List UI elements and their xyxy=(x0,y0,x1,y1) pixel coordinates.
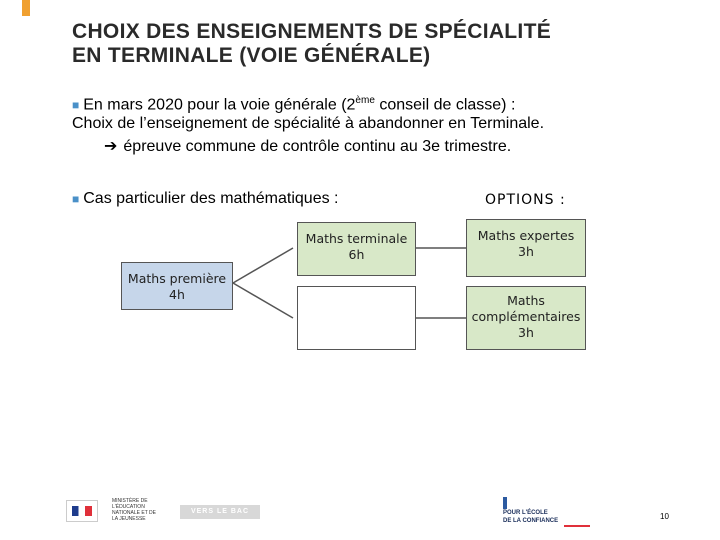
box-maths-complementaires xyxy=(466,286,586,350)
maths-section-text: Cas particulier des mathématiques : xyxy=(83,190,339,207)
ecole-line-2: DE LA CONFIANCE xyxy=(503,518,559,524)
options-label: OPTIONS : xyxy=(485,192,566,208)
box-maths-premiere xyxy=(121,262,233,310)
arrow-right-icon: ➔ xyxy=(104,138,118,155)
intro-line-2: Choix de l’enseignement de spécialité à abandonner en Terminale. xyxy=(72,115,545,132)
republic-flag-icon xyxy=(66,500,98,522)
ministry-text: MINISTÈRE DE L'ÉDUCATION NATIONALE ET DE LA JEUNESSE xyxy=(112,498,156,522)
box-maths-expertes-line1: Maths expertes xyxy=(477,228,575,243)
title-line-2: EN TERMINALE (VOIE GÉNÉRALE) xyxy=(72,44,431,67)
box-maths-expertes-line2: 3h xyxy=(518,244,534,259)
box-maths-premiere-line1: Maths première xyxy=(127,271,227,286)
box-maths-complementaires-line3: 3h xyxy=(518,325,534,340)
box-maths-complementaires-line1: Maths xyxy=(507,293,545,308)
ecole-underline xyxy=(564,525,590,527)
page-number: 10 xyxy=(660,512,669,521)
connector-premiere-terminale xyxy=(233,248,293,283)
box-maths-complementaires-line2: complémentaires xyxy=(471,309,581,324)
bullet-icon: ■ xyxy=(72,98,80,113)
ecole-confiance-logo xyxy=(500,497,592,527)
intro-sup: ème xyxy=(355,95,375,106)
connector-premiere-empty xyxy=(233,283,293,318)
intro-text-before: En mars 2020 pour la voie générale (2 xyxy=(83,96,356,114)
intro-line-3-text: épreuve commune de contrôle continu au 3e trimestre. xyxy=(123,138,512,155)
box-maths-terminale-line2: 6h xyxy=(348,247,365,262)
ministry-logo xyxy=(66,496,162,526)
box-maths-terminale-line1: Maths terminale xyxy=(305,231,408,246)
box-maths-premiere-line2: 4h xyxy=(169,287,185,302)
box-maths-terminale xyxy=(297,222,416,276)
box-maths-expertes xyxy=(466,219,586,277)
ecole-text xyxy=(503,509,558,525)
bullet-icon: ■ xyxy=(72,192,80,206)
title-line-1: CHOIX DES ENSEIGNEMENTS DE SPÉCIALITÉ xyxy=(72,20,552,43)
ecole-line-1: POUR L'ÉCOLE xyxy=(503,510,548,516)
ecole-mark-icon xyxy=(503,497,507,509)
intro-text-after: conseil de classe) : xyxy=(374,96,516,114)
box-empty xyxy=(297,286,416,350)
bac-badge: VERS LE BAC 2021 xyxy=(180,505,260,519)
